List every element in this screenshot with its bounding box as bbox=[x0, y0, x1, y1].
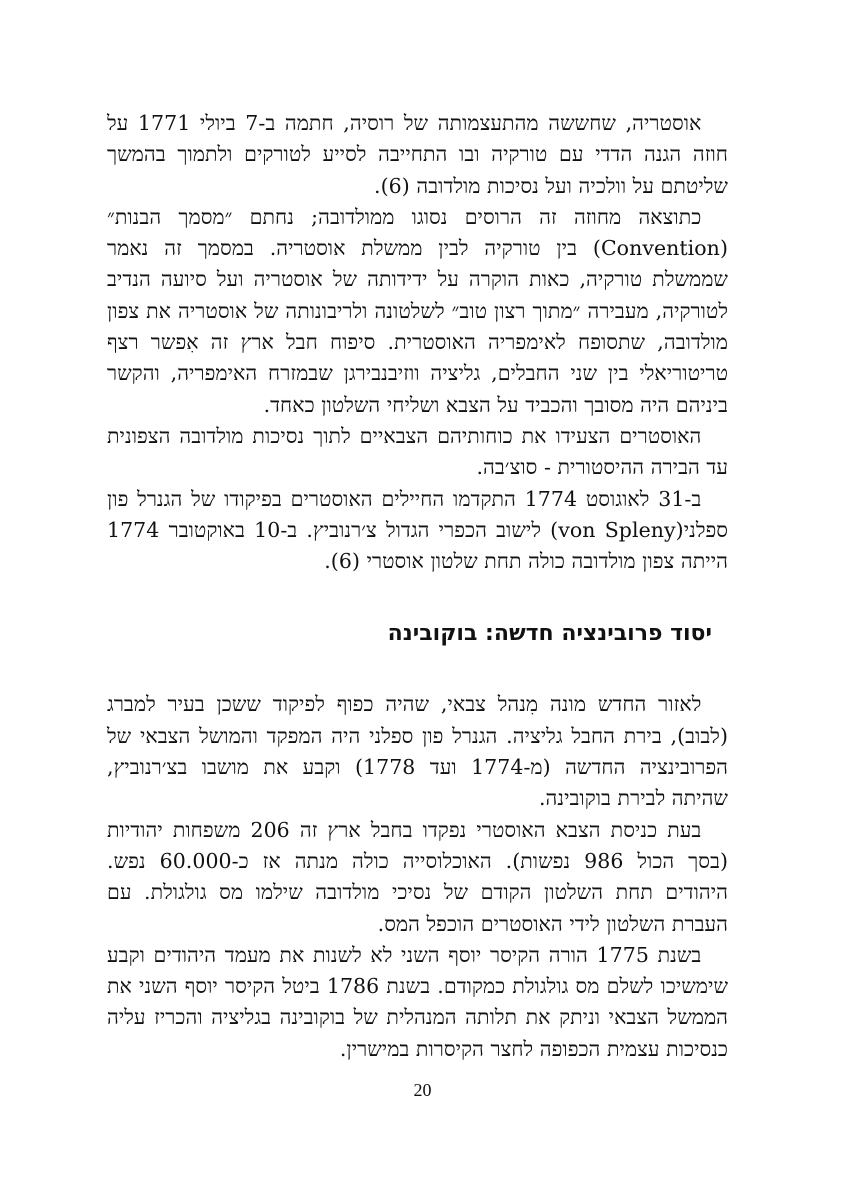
section-bukovina bbox=[107, 689, 728, 1065]
paragraph: ב-31 לאוגוסט 1774 התקדמו החיילים האוסטרים בפיקודו של הגנרל פון ספלני(von Spleny) לישוב הכפרי הגדול צ׳רנוביץ. ב-10 באוקטובר 1774 הייתה צפון מולדובה כולה תחת שלטון אוסטרי (6). bbox=[107, 486, 728, 574]
paragraph: לאזור החדש מונה מִנהל צבאי, שהיה כפוף לפיקוד ששכן בעיר למברג (לבוב), בירת החבל גליציה. הגנרל פון ספלני היה המפקד והמושל הצבאי של הפרובינציה החדשה (מ-1774 ועד 1778) וקבע את מושבו בצ׳רנוביץ, שהיתה לבירת בוקובינה. bbox=[107, 692, 728, 811]
paragraph: אוסטריה, שחששה מהתעצמותה של רוסיה, חתמה ב-7 ביולי 1771 על חוזה הגנה הדדי עם טורקיה ובו התחייבה לסייע לטורקים ולתמוך בהמשך שליטתם על וולכיה ועל נסיכות מולדובה (6). bbox=[107, 111, 728, 198]
paragraph: בעת כניסת הצבא האוסטרי נפקדו בחבל ארץ זה 206 משפחות יהודיות (בסך הכול 986 נפשות). האוכלוסייה כולה מנתה אז כ-60.000 נפש. היהודים תחת השלטון הקודם של נסיכי מולדובה שילמו מס גולגולת. עם העברת השלטון לידי האוסטרים הוכפל המס. bbox=[107, 817, 728, 936]
paragraph: בשנת 1775 הורה הקיסר יוסף השני לא לשנות את מעמד היהודים וקבע שימשיכו לשלם מס גולגולת כמקודם. בשנת 1786 ביטל הקיסר יוסף השני את הממשל הצבאי וניתק את תלותה המנהלית של בוקובינה בגליציה והכריז עליה כנסיכות עצמית הכפופה לחצר הקיסרות במישרין. bbox=[107, 942, 729, 1061]
section-heading: יסוד פרובינציה חדשה: בוקובינה bbox=[387, 621, 712, 647]
section-annexation bbox=[107, 108, 728, 577]
document-page bbox=[107, 108, 728, 1065]
paragraph: כתוצאה מחוזה זה הרוסים נסוגו ממולדובה; נחתם ״מסמך הבנות״ (Convention) בין טורקיה לבין ממשלת אוסטריה. במסמך זה נאמר שממשלת טורקיה, כאות הוקרה על ידידותה של אוסטריה ועל סיועה הנדיב לטורקיה, מעבירה ״מתוך רצון טוב״ לשלטונה ולריבונותה של אוסטריה את צפון מולדובה, שתסופח לאימפריה האוסטרית. סיפוח חבל ארץ זה אִפשר רצף טריטוריאלי בין שני החבלים, גליציה ווזיבנבירגן שבמזרח האימפריה, והקשר ביניהם היה מסובך והכביד על הצבא ושליחי השלטון כאחד. bbox=[107, 204, 728, 417]
page-number: 20 bbox=[413, 1080, 432, 1100]
paragraph: האוסטרים הצעידו את כוחותיהם הצבאיים לתוך נסיכות מולדובה הצפונית עד הבירה ההיסטורית - סוצ׳בה. bbox=[107, 423, 728, 480]
